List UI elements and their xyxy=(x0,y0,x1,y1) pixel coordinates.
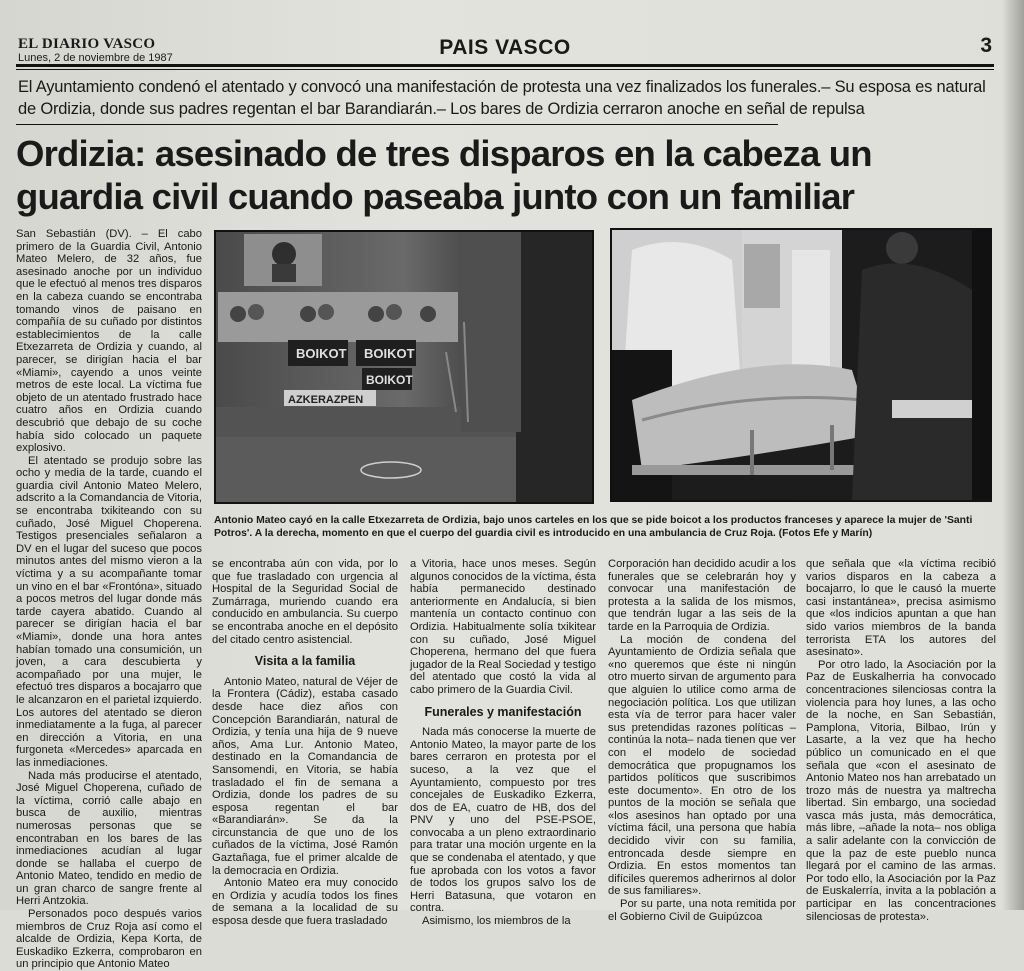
paragraph: Nada más producirse el atentado, José Miguel Choperena, cuñado de la víctima, corrió calle abajo en busca de auxilio, mientras numerosas personas que se encontraban en los bares de las inmediaciones acudían al lugar donde se hallaba el cuerpo de Antonio Mateo, tendido en medio de un gran charco de sangre frente al Herri Antzokia. xyxy=(16,769,202,908)
article-column-2 xyxy=(212,558,398,928)
issue-date: Lunes, 2 de noviembre de 1987 xyxy=(18,52,173,64)
poster-text-3: BOIKOT xyxy=(366,373,413,387)
article-column-1 xyxy=(16,228,202,971)
paragraph: Corporación han decidido acudir a los funerales que se celebrarán hoy y convocar una manifestación de protesta a la salida de los mismos, que tendrán lugar a las seis de la tarde en la Parroquia de Ordizia. xyxy=(608,558,796,633)
paragraph: La moción de condena del Ayuntamiento de Ordizia señala que «no queremos que éste ni ningún otro muerto sirvan de argumento para que alguien lo utilice como arma de negociación política. Los que utilizan esta vía de terror para hacer valer sus pretendidas razones políticas –continúa la nota– nada tienen que ver con el modelo de sociedad democrática que propugnamos los partidos políticos que suscribimos este documento». En otro de los puntos de la moción se señala que «los asesinos han optado por una víctima fácil, una persona que había decidido vivir con su familia, entroncada desde siempre en Ordizia. En estos momentos tan difíciles queremos adherirnos al dolor de sus familiares». xyxy=(608,633,796,898)
paragraph: San Sebastián (DV). – El cabo primero de la Guardia Civil, Antonio Mateo Melero, de 32 años, fue asesinado anoche por un individuo que le efectuó al menos tres disparos en la cabeza cuando se encontraba tomando vinos de paisano en compañía de su cuñado por distintos establecimientos de la calle Etxezarreta de Ordizia y cuando, al parecer, se dirigían hacia el bar «Miami», cayendo a unos veinte metros de este local. La víctima fue objeto de un atentado frustrado hace cuatro años en Ordizia cuando descubrió que debajo de su coche había sido colocado un paquete explosivo. xyxy=(16,228,202,455)
photo-ambulance-image xyxy=(612,230,990,500)
paragraph: Asimismo, los miembros de la xyxy=(422,915,571,928)
paragraph: Antonio Mateo, natural de Véjer de la Frontera (Cádiz), estaba casado desde hace diez años con Concepción Barandiarán, natural de Ordizia, y tenía una hija de 9 nueve años, Ama Lur. Antonio Mateo, destinado en la Comandancia de Sansomendi, en Vitoria, se había trasladado el fin de semana a Ordizia, donde los padres de su esposa regentan el bar «Barandiarán». Se da la circunstancia de que uno de los cuñados de la víctima, José Ramón Gaztañaga, fue el primer alcalde de la democracia en Ordizia. xyxy=(212,675,398,877)
wall-sign-text: AZKERAZPEN xyxy=(288,394,364,406)
photo-street-posters-image xyxy=(216,232,592,502)
photo-ambulance xyxy=(610,228,992,502)
poster-text: BOIKOT xyxy=(296,346,347,361)
paragraph: que señala que «la víctima recibió varios disparos en la cabeza a bocajarro, lo que le causó la muerte casi instantánea», precisa asimismo que «los indicios apuntan a que han sido varios miembros de la banda terrorista ETA los autores del asesinato». xyxy=(806,558,996,659)
paragraph: se encontraba aún con vida, por lo que fue trasladado con urgencia al Hospital de la Seguridad Social de Zumárraga, muriendo cuando era conducido en ambulancia. Su cuerpo se encontraba anoche en el depósito del citado centro asistencial. xyxy=(212,558,398,646)
paragraph: a Vitoria, hace unos meses. Según algunos conocidos de la víctima, ésta había permanecido destinado anteriormente en Andalucía, si bien mantenía un contacto continuo con Ordizia. Habitualmente solía txikitear con su cuñado, José Miguel Choperena, hermano del que fuera jugador de la Real Sociedad y testigo del atentado que costó la vida al cabo primero de la Guardia Civil. xyxy=(410,558,596,696)
subheading-visita: Visita a la familia xyxy=(254,654,356,669)
subheading-funerales: Funerales y manifestación xyxy=(424,704,582,719)
masthead xyxy=(18,36,173,64)
section-title: PAIS VASCO xyxy=(439,36,571,59)
paragraph: Por su parte, una nota remitida por el Gobierno Civil de Guipúzcoa xyxy=(608,898,796,923)
article-column-5 xyxy=(806,558,996,923)
poster-text-2: BOIKOT xyxy=(364,346,415,361)
page-number: 3 xyxy=(980,34,992,57)
header-rule xyxy=(16,64,994,67)
kicker-rule xyxy=(16,124,778,125)
paragraph: Nada más conocerse la muerte de Antonio Mateo, la mayor parte de los bares cerraron en protesta por el suceso, a la vez que el Ayuntamiento, compuesto por tres concejales de Euskadiko Ezkerra, dos de EA, cuatro de HB, dos del PNV y uno del PSE-PSOE, convocaba a un pleno extraordinario para tratar una moción urgente en la que se condenaba el atentado, y que fue aprobada con los votos a favor de todos los grupos salvo los de Herri Batasuna, que votaron en contra. xyxy=(410,726,596,915)
article-column-4 xyxy=(608,558,796,923)
headline: Ordizia: asesinado de tres disparos en la cabeza un guardia civil cuando paseaba junto con un familiar xyxy=(16,133,872,217)
article-column-3 xyxy=(410,558,596,928)
paragraph: Personados poco después varios miembros de Cruz Roja así como el alcalde de Ordizia, Kepa Korta, de Euskadiko Ezkerra, comprobaron en un principio que Antonio Mateo xyxy=(16,908,202,971)
paper-name: EL DIARIO VASCO xyxy=(18,36,156,52)
paragraph: Por otro lado, la Asociación por la Paz de Euskalherria ha convocado concentraciones silenciosas contra la violencia para hoy lunes, a las ocho de la noche, en San Sebastián, Pamplona, Vitoria, Bilbao, Irún y Lasarte, a la vez que ha hecho público un comunicado en el que señala que «con el asesinato de Antonio Mateo nos han arrebatado un trozo más de nuestra ya maltrecha libertad. Sin embargo, una sociedad vasca más justa, más democrática, más libre, –añade la nota– nos obliga a salir adelante con la convicción de que la paz de este pueblo nunca llegará por el camino de las armas. Por todo ello, la Asociación por la Paz de Euskalerría, invita a la población a participar en las concentraciones silenciosas de protesta». xyxy=(806,658,996,923)
paragraph: Antonio Mateo era muy conocido en Ordizia y acudía todos los fines de semana a la localidad de su esposa desde que fuera trasladado xyxy=(212,877,398,928)
photo-street-posters xyxy=(214,230,594,504)
photo-caption: Antonio Mateo cayó en la calle Etxezarreta de Ordizia, bajo unos carteles en los que se pide boicot a los productos franceses y aparece la mujer de 'Santi Potros'. A la derecha, momento en que el cuerpo del guardia civil es introducido en una ambulancia de Cruz Roja. (Fotos Efe y Marín) xyxy=(214,515,973,539)
kicker-subhead: El Ayuntamiento condenó el atentado y convocó una manifestación de protesta una vez finalizados los funerales.– Su esposa es natural de Ordizia, donde sus padres regentan el bar Barandiarán.– Los bares de Ordizia cerraron anoche en señal de repulsa xyxy=(18,78,986,118)
page-edge-shadow xyxy=(1002,0,1024,910)
header-rule-thin xyxy=(16,69,994,70)
paragraph: El atentado se produjo sobre las ocho y media de la tarde, cuando el guardia civil Antonio Mateo Melero, adscrito a la Comandancia de Vitoria, se encontraba txikiteando con su cuñado, José Miguel Choperena. Testigos presenciales señalaron a DV en el lugar del suceso que pocos minutos antes del mismo vieron a la víctima y a su acompañante tomar un vino en el bar «Frontóna», situado a pocos metros del lugar donde más tarde cayera abatido. Cuando al parecer se dirigían hacia el bar «Miami», donde una hora antes habían tomado una consumición, un joven, a cara descubierta y acompañado por una mujer, le efectuó tres disparos a bocajarro que le alcanzaron en el parietal izquierdo. Los autores del atentado se dieron inmediatamente a la fuga, al parecer en dirección a Vitoria, en una furgoneta «Mercedes» aparcada en las inmediaciones. xyxy=(16,454,202,769)
